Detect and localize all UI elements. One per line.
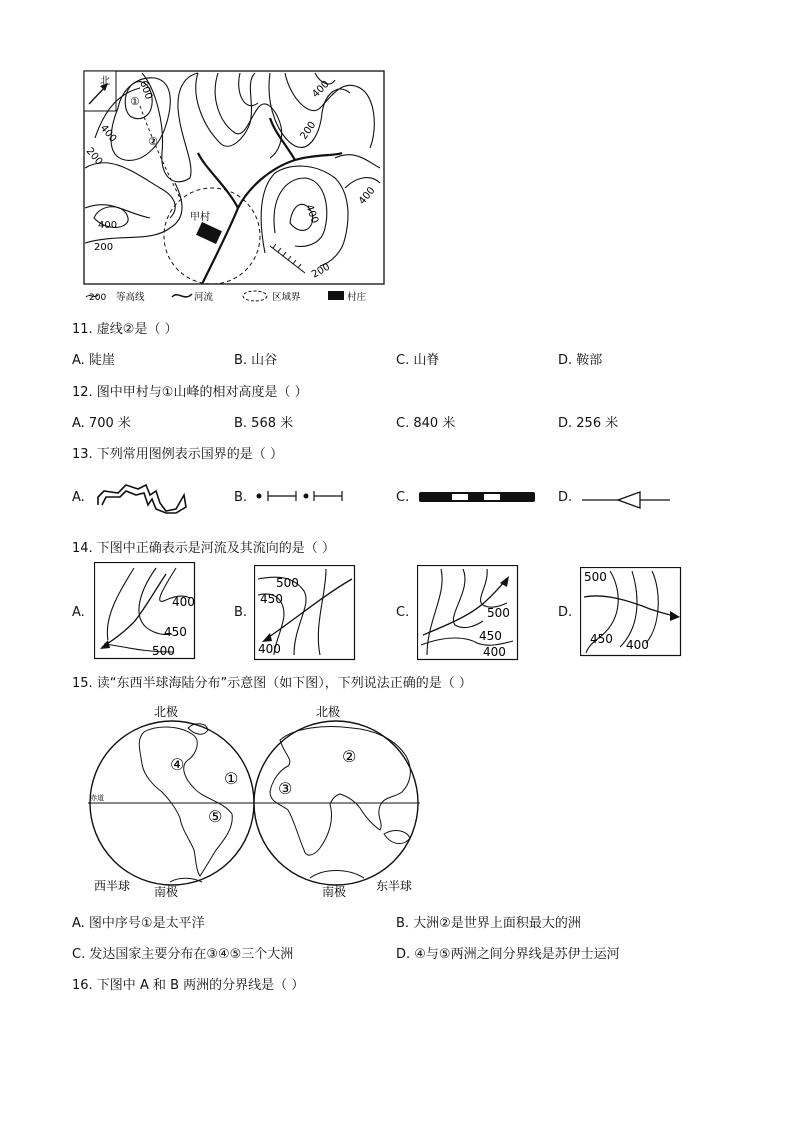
river-diagram-a (94, 562, 196, 660)
east-hemisphere-label: 东半球 (376, 879, 413, 893)
contour-label-200a: 200 (83, 145, 105, 168)
equator-label: 赤道 (90, 794, 104, 802)
boundary-symbol-c (418, 490, 538, 504)
q14-option-a[interactable]: A. (72, 605, 85, 620)
boundary-symbol-b (254, 488, 346, 504)
legend-contour: 等高线 (116, 292, 145, 303)
river-diagram-b (254, 565, 356, 661)
west-south-pole: 南极 (154, 885, 179, 899)
q14-stem: 14. 下图中正确表示是河流及其流向的是（ ） (72, 541, 335, 556)
q15-option-b[interactable]: B. 大洲②是世界上面积最大的洲 (396, 916, 581, 931)
contour-label-400e: 400 (356, 185, 378, 207)
contour-label-400c: 400 (98, 220, 118, 231)
topographic-map (80, 68, 390, 308)
boundary-symbol-d (580, 490, 672, 510)
marker-1: ① (224, 769, 239, 788)
marker-2: ② (342, 747, 357, 766)
q13-stem: 13. 下列常用图例表示国界的是（ ） (72, 447, 283, 462)
contour-label-600: 600 (137, 79, 155, 101)
q14-option-d[interactable]: D. (558, 605, 573, 620)
west-hemisphere-label: 西半球 (94, 879, 131, 893)
river-a-label-400: 400 (172, 595, 195, 609)
river-b-label-450: 450 (260, 592, 283, 606)
river-b-label-500: 500 (276, 576, 299, 590)
river-a-label-500: 500 (152, 644, 175, 658)
q16-stem: 16. 下图中 A 和 B 两洲的分界线是（ ） (72, 978, 305, 993)
north-label: 北 (100, 76, 110, 87)
q13-option-c[interactable]: C. (396, 490, 410, 505)
village-label: 甲村 (190, 212, 210, 223)
river-c-label-450: 450 (479, 629, 502, 643)
marker-4: ④ (170, 755, 185, 774)
q14-option-b[interactable]: B. (234, 605, 248, 620)
west-north-pole: 北极 (154, 705, 179, 719)
q12-option-d[interactable]: D. 256 米 (558, 416, 619, 431)
peak-marker-1: ① (130, 95, 140, 108)
river-d-label-500: 500 (584, 570, 607, 584)
q11-option-d[interactable]: D. 鞍部 (558, 353, 603, 368)
q11-option-a[interactable]: A. 陡崖 (72, 353, 115, 368)
q13-option-a[interactable]: A. (72, 490, 85, 505)
contour-label-200c: 200 (94, 242, 114, 253)
q11-option-c[interactable]: C. 山脊 (396, 353, 440, 368)
river-a-label-450: 450 (164, 625, 187, 639)
q12-option-a[interactable]: A. 700 米 (72, 416, 131, 431)
q12-option-c[interactable]: C. 840 米 (396, 416, 456, 431)
q15-option-c[interactable]: C. 发达国家主要分布在③④⑤三个大洲 (72, 947, 294, 962)
map-legend (86, 291, 367, 303)
east-south-pole: 南极 (322, 885, 347, 899)
legend-village: 村庄 (347, 292, 367, 303)
east-north-pole: 北极 (316, 705, 341, 719)
hemispheres-map (84, 700, 436, 900)
q12-option-b[interactable]: B. 568 米 (234, 416, 294, 431)
q15-option-a[interactable]: A. 图中序号①是太平洋 (72, 916, 205, 931)
q15-stem: 15. 读“东西半球海陆分布”示意图（如下图），下列说法正确的是（ ） (72, 676, 472, 691)
river-d-label-450: 450 (590, 632, 613, 646)
contour-label-400b: 400 (310, 78, 332, 101)
q13-option-d[interactable]: D. (558, 490, 573, 505)
q11-option-b[interactable]: B. 山谷 (234, 353, 278, 368)
q14-option-c[interactable]: C. (396, 605, 410, 620)
legend-region: 区域界 (272, 292, 301, 303)
marker-3: ③ (278, 779, 293, 798)
q12-stem: 12. 图中甲村与①山峰的相对高度是（ ） (72, 385, 308, 400)
contour-label-400a: 400 (97, 122, 119, 145)
boundary-symbol-a (96, 481, 188, 515)
river-b-label-400: 400 (258, 642, 281, 656)
river-diagram-d (580, 567, 682, 657)
line-marker-2: ② (148, 135, 158, 148)
contour-label-200b: 200 (298, 119, 319, 142)
river-c-label-500: 500 (487, 606, 510, 620)
river-diagram-c (417, 565, 519, 661)
q11-stem: 11. 虚线②是（ ） (72, 322, 178, 337)
legend-contour-value: 200 (89, 293, 107, 303)
marker-5: ⑤ (208, 807, 223, 826)
river-c-label-400: 400 (483, 645, 506, 659)
legend-river: 河流 (194, 292, 214, 303)
contour-label-200d: 200 (310, 261, 333, 281)
river-d-label-400: 400 (626, 638, 649, 652)
q13-option-b[interactable]: B. (234, 490, 248, 505)
contour-label-400d: 400 (303, 203, 321, 225)
q15-option-d[interactable]: D. ④与⑤两洲之间分界线是苏伊士运河 (396, 947, 620, 962)
